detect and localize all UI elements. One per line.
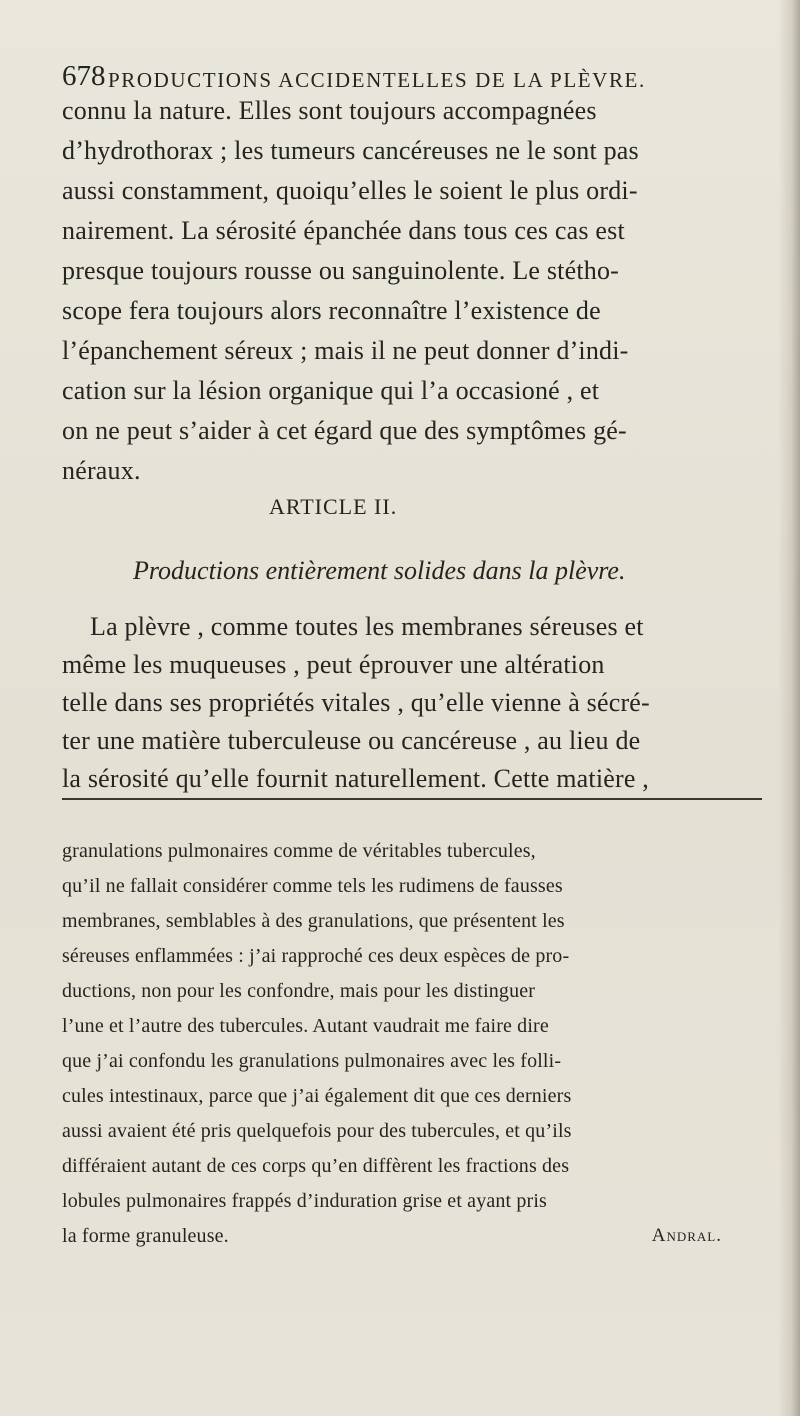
footnote-divider xyxy=(62,798,762,800)
footnote-line: l’une et l’autre des tubercules. Autant vaudrait me faire dire xyxy=(62,1015,549,1037)
article-heading: ARTICLE II. xyxy=(269,494,398,519)
text-line: La plèvre , comme toutes les membranes séreuses et xyxy=(90,612,644,641)
footnote-signature: Andral. xyxy=(651,1225,722,1246)
text-line: néraux. xyxy=(62,456,141,485)
section-title: Productions entièrement solides dans la plèvre. xyxy=(133,556,626,585)
text-line: aussi constamment, quoiqu’elles le soient le plus ordi- xyxy=(62,176,638,205)
footnote-line: que j’ai confondu les granulations pulmonaires avec les folli- xyxy=(62,1050,562,1072)
text-line: telle dans ses propriétés vitales , qu’elle vienne à sécré- xyxy=(62,688,650,717)
footnote-line: différaient autant de ces corps qu’en diffèrent les fractions des xyxy=(62,1155,570,1177)
footnote-line: qu’il ne fallait considérer comme tels les rudimens de fausses xyxy=(62,875,563,897)
footnote-line: séreuses enflammées : j’ai rapproché ces deux espèces de pro- xyxy=(62,945,570,967)
text-line: la sérosité qu’elle fournit naturellement. Cette matière , xyxy=(62,764,649,793)
page-binding-shadow xyxy=(778,0,800,1416)
text-line: presque toujours rousse ou sanguinolente. Le stétho- xyxy=(62,256,620,285)
text-line: scope fera toujours alors reconnaître l’existence de xyxy=(62,296,601,325)
footnote-line: lobules pulmonaires frappés d’induration grise et ayant pris xyxy=(62,1190,547,1212)
text-line: on ne peut s’aider à cet égard que des symptômes gé- xyxy=(62,416,627,445)
text-line: d’hydrothorax ; les tumeurs cancéreuses ne le sont pas xyxy=(62,136,639,165)
page-header xyxy=(62,60,702,100)
text-line: ter une matière tuberculeuse ou cancéreuse , au lieu de xyxy=(62,726,641,755)
running-title: PRODUCTIONS ACCIDENTELLES DE LA PLÈVRE. xyxy=(108,68,646,92)
footnote-line: granulations pulmonaires comme de véritables tubercules, xyxy=(62,840,536,862)
footnote-line: la forme granuleuse. xyxy=(62,1225,229,1247)
footnote-line: ductions, non pour les confondre, mais pour les distinguer xyxy=(62,980,536,1002)
footnote-line: cules intestinaux, parce que j’ai également dit que ces derniers xyxy=(62,1085,572,1107)
text-line: connu la nature. Elles sont toujours accompagnées xyxy=(62,96,597,125)
footnote-line: aussi avaient été pris quelquefois pour des tubercules, et qu’ils xyxy=(62,1120,572,1142)
page-number: 678 xyxy=(62,60,106,92)
text-line: même les muqueuses , peut éprouver une altération xyxy=(62,650,605,679)
text-line: nairement. La sérosité épanchée dans tous ces cas est xyxy=(62,216,625,245)
text-line: cation sur la lésion organique qui l’a occasioné , et xyxy=(62,376,600,405)
footnote-line: membranes, semblables à des granulations, que présentent les xyxy=(62,910,565,932)
text-line: l’épanchement séreux ; mais il ne peut donner d’indi- xyxy=(62,336,629,365)
